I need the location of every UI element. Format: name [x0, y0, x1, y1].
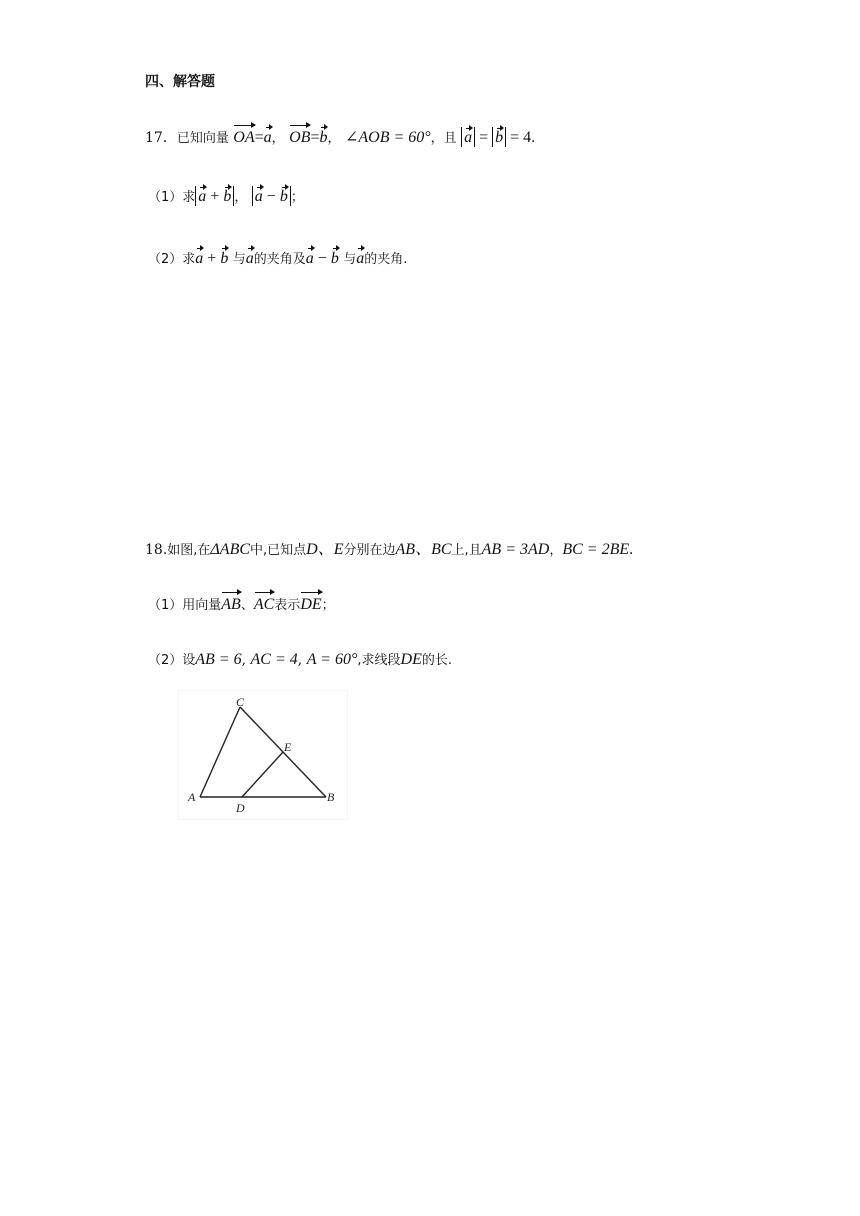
segment-de: DE [400, 651, 422, 668]
separator: ， [234, 190, 248, 205]
separator: ， [549, 543, 563, 558]
comma: ， [271, 131, 285, 146]
vector-ob: OB [289, 129, 311, 146]
vector-b: b [220, 247, 228, 269]
q17-stem: 17．已知向量 OA=a， OB=b， ∠AOB = 60°，且 a = b = 4. [145, 126, 535, 149]
q18-part1 [148, 595, 335, 616]
points-de: D、E [306, 541, 344, 558]
find-text: ,求线段 [357, 653, 401, 668]
vector-a: a [195, 247, 203, 269]
vector-oa: OA [233, 129, 255, 146]
vector-a: a [464, 129, 473, 146]
angle-aob: ∠AOB = 60° [344, 129, 431, 146]
abs-b [492, 127, 506, 147]
given-ac: AC = 4 [250, 651, 298, 668]
condition-ab: AB = 3AD [481, 541, 550, 558]
with-text: 与 [343, 252, 357, 267]
given-ab: AB = 6 [195, 651, 242, 668]
stem-b: 中,已知点 [250, 543, 307, 558]
label-d: D [236, 801, 245, 815]
semicolon: ； [290, 190, 304, 205]
length-text: 的长. [421, 653, 452, 668]
with-text: 与 [232, 252, 246, 267]
part2-label: （2）设 [148, 653, 196, 668]
q18-number: 18. [145, 542, 168, 558]
part1-label: （1）求 [148, 190, 196, 205]
eq-sign: = [310, 129, 320, 146]
vector-ac: AC [253, 596, 275, 613]
vector-a: a [356, 247, 364, 269]
section-title: 四、解答题 [145, 74, 215, 90]
condition-bc: BC = 2BE [562, 541, 630, 558]
abs-a-minus-b: a − b [252, 186, 291, 206]
triangle-abc: ΔABC [210, 541, 251, 558]
part2-label: （2）求 [148, 252, 196, 267]
q17-part1 [148, 186, 304, 208]
period: . [629, 541, 634, 558]
stem-d: 上,且 [451, 543, 482, 558]
vector-b: b [495, 129, 504, 146]
eq-sign: = [254, 129, 264, 146]
label-a: A [188, 790, 196, 804]
vector-a: a [306, 247, 314, 269]
label-e: E [284, 740, 292, 754]
express-text: 表示 [274, 598, 301, 613]
q18-stem [145, 540, 633, 561]
vector-a: a [246, 247, 254, 269]
angle-end-text: 的夹角. [364, 252, 408, 267]
given-angle-a: A = 60° [306, 651, 358, 668]
figure-frame [178, 690, 348, 820]
vector-de: DE [300, 596, 322, 613]
equals-four: = 4 [510, 129, 532, 146]
label-c: C [236, 695, 245, 709]
q17-number: 17． [145, 130, 177, 146]
abs-a-plus-b: a + b [195, 186, 234, 206]
vector-a: a [254, 188, 263, 205]
and-text: ，且 [430, 131, 457, 146]
vector-b: b [279, 188, 288, 205]
vector-ab: AB [221, 596, 241, 613]
stem-a: 如图,在 [167, 543, 211, 558]
semicolon: ； [321, 598, 335, 613]
label-b: B [327, 790, 335, 804]
abs-a [461, 127, 475, 147]
vector-b: b [223, 188, 232, 205]
q17-stem-text: 已知向量 [176, 131, 229, 146]
comma: ， [327, 131, 341, 146]
vector-b: b [319, 126, 327, 148]
stem-c: 分别在边 [343, 543, 396, 558]
vector-a: a [264, 126, 272, 148]
q17-part2: （2）求a + b 与a的夹角及a − b 与a的夹角. [148, 247, 407, 270]
vector-a: a [198, 188, 207, 205]
angle-and-text: 的夹角及 [253, 252, 306, 267]
dun-sign: 、 [240, 598, 254, 613]
triangle-figure [178, 690, 348, 820]
q18-part2: （2）设AB = 6, AC = 4, A = 60°,求线段DE的长. [148, 651, 452, 668]
vector-b: b [331, 247, 339, 269]
part1-label: （1）用向量 [148, 598, 222, 613]
period: . [531, 129, 536, 146]
sides-ab-bc: AB、BC [395, 541, 452, 558]
